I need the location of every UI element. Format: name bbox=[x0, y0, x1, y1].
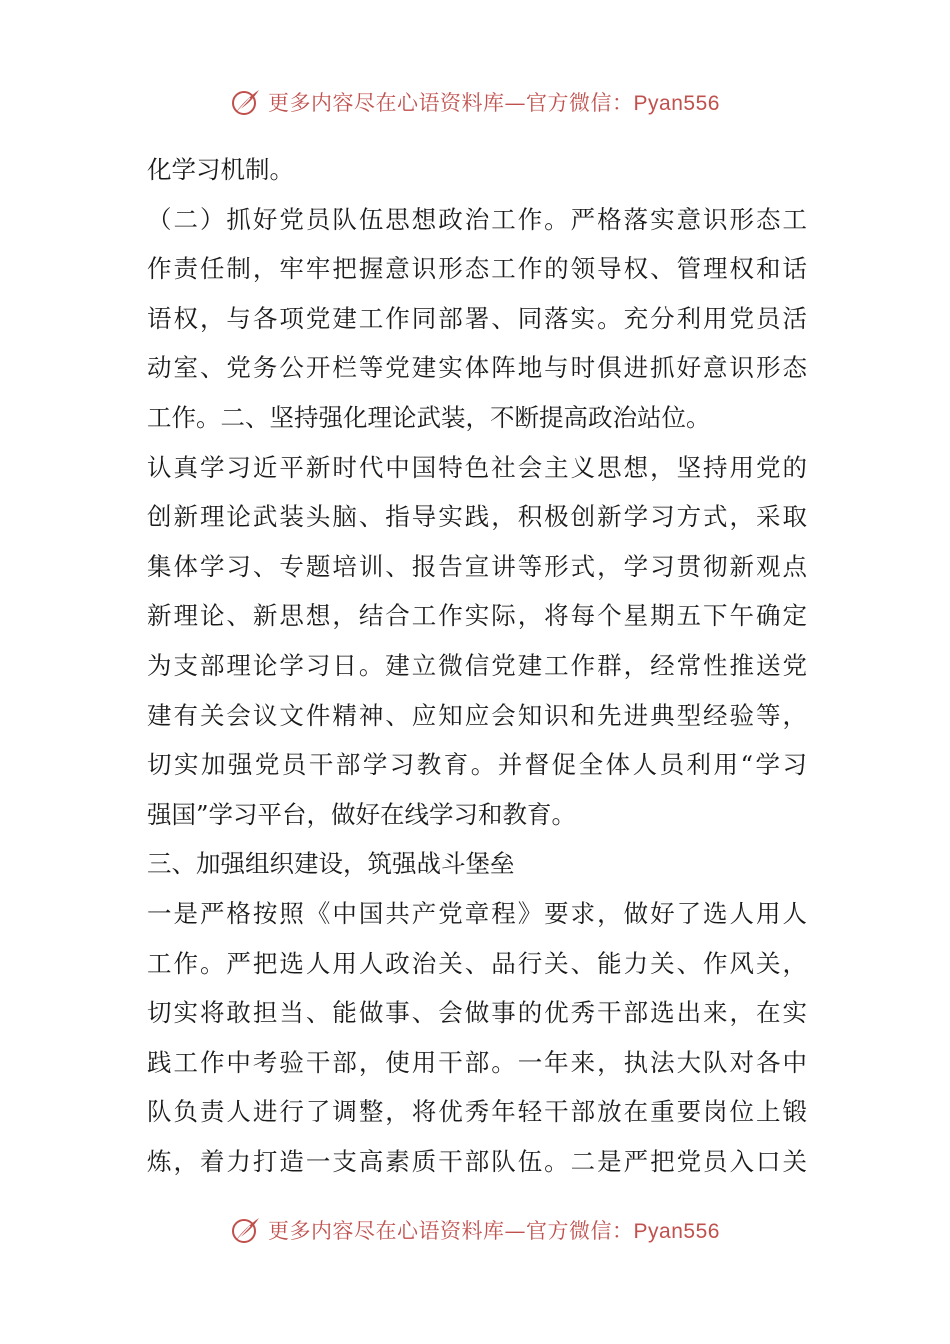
text-line: 认真学习近平新时代中国特色社会主义思想，坚持用党的 bbox=[147, 452, 807, 482]
text-line: 三、加强组织建设，筑强战斗堡垒 bbox=[147, 849, 515, 879]
header-banner-text: 更多内容尽在心语资料库—官方微信：Pyan556 bbox=[268, 91, 720, 115]
text-line: 建有关会议文件精神、应知应会知识和先进典型经验等， bbox=[147, 700, 807, 730]
text-line: 一是严格按照《中国共产党章程》要求，做好了选人用人 bbox=[147, 898, 807, 928]
text-line: 工作。严把选人用人政治关、品行关、能力关、作风关， bbox=[147, 948, 807, 978]
footer-banner bbox=[0, 1210, 950, 1250]
text-line: 新理论、新思想，结合工作实际，将每个星期五下午确定 bbox=[147, 601, 807, 631]
header-banner bbox=[0, 82, 950, 122]
feather-pen-logo-icon bbox=[230, 1214, 262, 1246]
text-line: 强国”学习平台，做好在线学习和教育。 bbox=[147, 799, 577, 829]
text-line: （二）抓好党员队伍思想政治工作。严格落实意识形态工 bbox=[147, 204, 807, 234]
wechat-id: Pyan556 bbox=[633, 1220, 720, 1243]
document-body bbox=[147, 145, 807, 1186]
wechat-id: Pyan556 bbox=[633, 92, 720, 115]
text-line: 践工作中考验干部，使用干部。一年来，执法大队对各中 bbox=[147, 1047, 807, 1077]
text-line: 作责任制，牢牢把握意识形态工作的领导权、管理权和话 bbox=[147, 254, 807, 284]
text-line: 切实将敢担当、能做事、会做事的优秀干部选出来，在实 bbox=[147, 998, 807, 1028]
text-line: 创新理论武装头脑、指导实践，积极创新学习方式，采取 bbox=[147, 502, 807, 532]
text-line: 动室、党务公开栏等党建实体阵地与时俱进抓好意识形态 bbox=[147, 353, 807, 383]
text-line: 语权，与各项党建工作同部署、同落实。充分利用党员活 bbox=[147, 303, 807, 333]
text-line: 为支部理论学习日。建立微信党建工作群，经常性推送党 bbox=[147, 650, 807, 680]
feather-pen-logo-icon bbox=[230, 86, 262, 118]
text-line: 队负责人进行了调整，将优秀年轻干部放在重要岗位上锻 bbox=[147, 1097, 807, 1127]
footer-banner-text: 更多内容尽在心语资料库—官方微信：Pyan556 bbox=[268, 1219, 720, 1243]
text-line: 集体学习、专题培训、报告宣讲等形式，学习贯彻新观点 bbox=[147, 551, 807, 581]
text-line: 切实加强党员干部学习教育。并督促全体人员利用“学习 bbox=[147, 750, 807, 780]
text-line: 化学习机制。 bbox=[147, 155, 294, 184]
text-line: 炼，着力打造一支高素质干部队伍。二是严把党员入口关 bbox=[147, 1146, 807, 1176]
text-line: 工作。二、坚持强化理论武装，不断提高政治站位。 bbox=[147, 402, 711, 432]
